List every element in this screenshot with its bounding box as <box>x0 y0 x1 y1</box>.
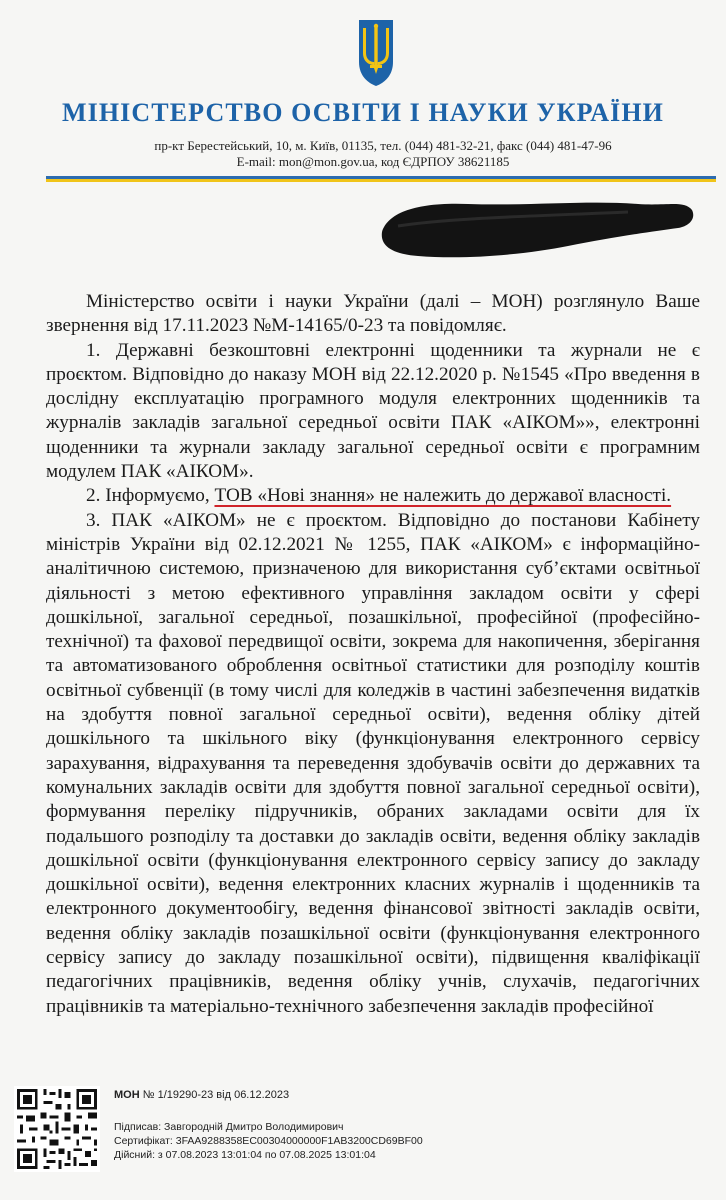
item-1-paragraph: 1. Державні безкоштовні електронні щоденники та журнали не є проєктом. Відповідно до наказу МОН від 22.12.2020 р. №1545 «Про введення в дослідну експлуатацію програмного модуля електронних щоденників та журналів закладів загальної середньої освіти ПАК «АІКОМ»», електронні щоденники та журнали закладу загальної середньої освіти є програмним модулем ПАК «АІКОМ». <box>46 339 700 483</box>
validity-line: Дійсний: з 07.08.2023 13:01:04 по 07.08.2025 13:01:04 <box>114 1149 376 1161</box>
item-2-highlighted-statement: ТОВ «Нові знання» не належить до державої власності. <box>214 485 672 507</box>
signer-line: Підписав: Завгородній Дмитро Володимирович <box>114 1121 344 1133</box>
letter-body <box>46 290 700 1019</box>
intro-paragraph: Міністерство освіти і науки України (далі – МОН) розглянуло Ваше звернення від 17.11.2023 №М-14165/0-23 та повідомляє. <box>46 291 700 337</box>
registration-number: № 1/19290-23 від 06.12.2023 <box>142 1089 290 1101</box>
registration-label: МОН <box>114 1089 140 1101</box>
qr-code-icon <box>14 1086 100 1172</box>
ministry-name: МІНІСТЕРСТВО ОСВІТИ І НАУКИ УКРАЇНИ <box>61 98 664 127</box>
registration-line <box>114 1089 289 1101</box>
trident-coat-of-arms-icon <box>356 18 396 88</box>
item-2-prefix: 2. Інформуємо, <box>86 485 215 507</box>
ministry-address: пр-кт Берестейський, 10, м. Київ, 01135, тел. (044) 481-32-21, факс (044) 481-47-96 <box>154 138 612 153</box>
item-3-paragraph: 3. ПАК «АІКОМ» не є проєктом. Відповідно до постанови Кабінету міністрів України від 02.12.2021 № 1255, ПАК «АІКОМ» є інформаційно-аналітичною системою, призначеною для використання суб’єктами освітньої діяльності з метою ефективного управління закладом освіти у сфері дошкільної, загальної середньої, позашкільної, професійної (професійно-технічної) та фахової передвищої освіти, зокрема для накопичення, зберігання та автоматизованого оброблення освітньої статистики для розподілу коштів освітньої субвенції (в тому числі для коледжів в частині забезпечення видатків на здобуття повної загальної середньої освіти), ведення обліку дітей дошкільного та шкільного віку (функціонування електронного сервісу зарахування, відрахування та переведення здобувачів освіти до державних та комунальних закладів освіти для здобуття повної загальної середньої освіти), формування переліку підручників, обраних закладами освіти для їх подальшого розподілу та доставки до закладів освіти, ведення обліку закладів дошкільної освіти (функціонування електронного сервісу запису до закладу дошкільної освіти), ведення електронних класних журналів і щоденників та електронного документообігу, ведення фінансової звітності закладів освіти, ведення обліку закладів позашкільної освіти (функціонування електронного сервісу запису до закладу позашкільної освіти), підвищення кваліфікації педагогічних працівників, ведення обліку учнів, слухачів, педагогічних працівників та матеріально-технічного забезпечення закладів професійної <box>46 509 700 1017</box>
recipient-redaction <box>378 196 696 262</box>
ministry-contacts: E-mail: mon@mon.gov.ua, код ЄДРПОУ 38621185 <box>236 154 510 169</box>
item-2-paragraph <box>46 484 700 508</box>
certificate-line: Сертифікат: 3FAA9288358EC00304000000F1AB3200CD69BF00 <box>114 1135 423 1147</box>
header-rule-yellow <box>46 179 716 182</box>
